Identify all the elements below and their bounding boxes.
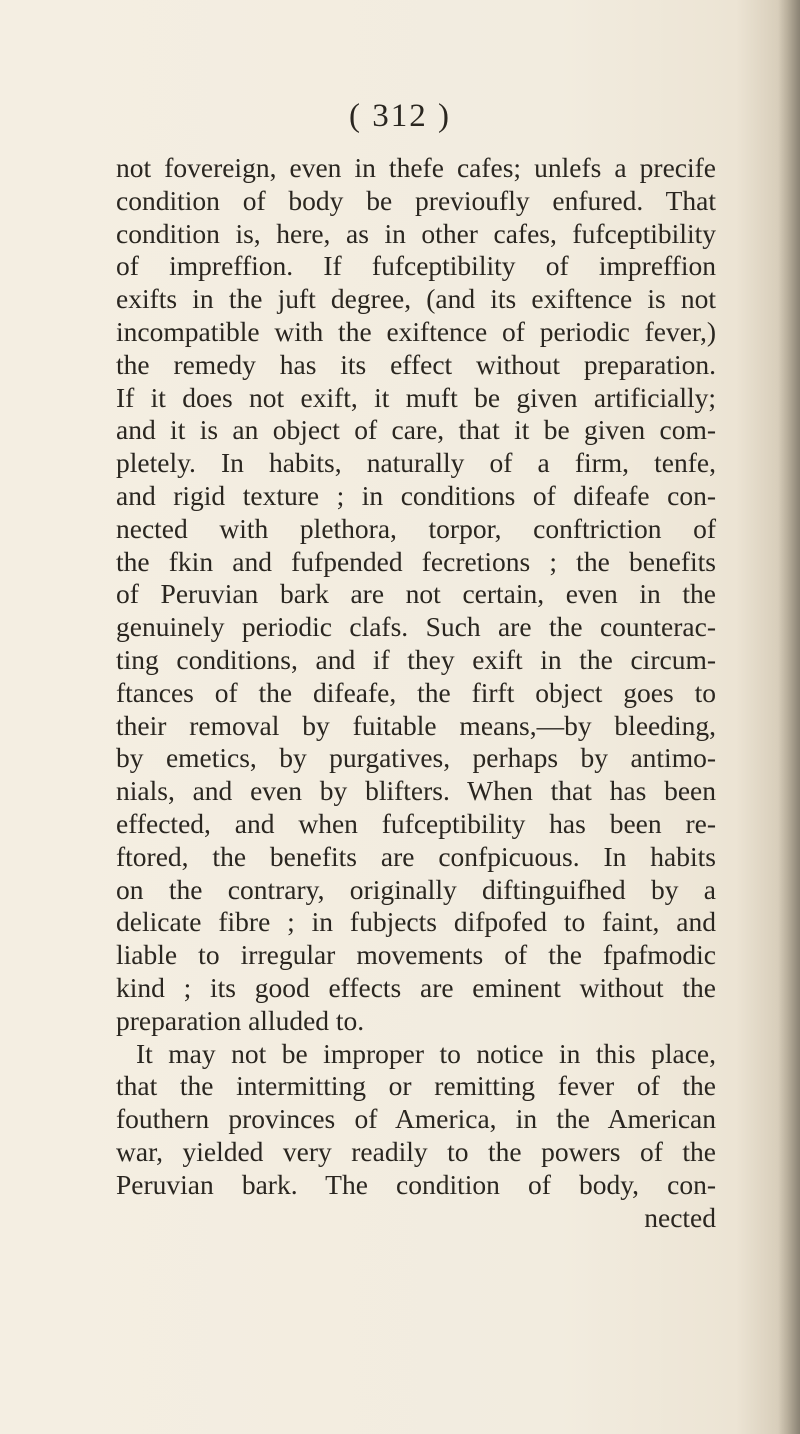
paragraph-start-line: It may not be improper to notice in this place, xyxy=(136,1037,716,1069)
text-line: that the intermitting or remitting fever of the xyxy=(116,1070,716,1102)
text-line: the remedy has its effect without preparation. xyxy=(116,348,716,380)
text-line: ftances of the difeafe, the firft object goes to xyxy=(116,676,716,708)
text-line: effected, and when fufceptibility has been re- xyxy=(116,807,716,839)
text-line: of Peruvian bark are not certain, even in the xyxy=(116,578,716,610)
text-line: pletely. In habits, naturally of a firm, tenfe, xyxy=(116,447,716,479)
text-line: the fkin and fufpended fecretions ; the benefits xyxy=(116,545,716,577)
text-line: Peruvian bark. The condition of body, con- xyxy=(116,1168,716,1200)
text-line: condition is, here, as in other cafes, fufceptibility xyxy=(116,217,716,249)
text-line: their removal by fuitable means,—by bleeding, xyxy=(116,709,716,741)
paragraph-end-line: preparation alluded to. xyxy=(116,1004,365,1036)
page-number: ( 312 ) xyxy=(349,98,451,134)
text-line: ting conditions, and if they exift in the circum- xyxy=(116,643,716,675)
text-line: genuinely periodic clafs. Such are the counterac- xyxy=(116,611,716,643)
text-line: war, yielded very readily to the powers of the xyxy=(116,1135,716,1167)
text-line: exifts in the juft degree, (and its exiftence is not xyxy=(116,283,716,315)
text-line: liable to irregular movements of the fpafmodic xyxy=(116,939,716,971)
text-line: ftored, the benefits are confpicuous. In habits xyxy=(116,840,716,872)
text-line: If it does not exift, it muft be given artificially; xyxy=(116,381,716,413)
text-line: and it is an object of care, that it be given com- xyxy=(116,414,716,446)
text-line: not fovereign, even in thefe cafes; unlefs a precife xyxy=(116,152,716,183)
text-line: delicate fibre ; in fubjects difpofed to faint, and xyxy=(116,906,716,938)
text-line: incompatible with the exiftence of periodic fever,) xyxy=(116,315,716,347)
body-text xyxy=(116,152,716,1234)
text-line: and rigid texture ; in conditions of difeafe con- xyxy=(116,479,716,511)
text-line: fouthern provinces of America, in the American xyxy=(116,1103,716,1135)
text-line: nected with plethora, torpor, conftriction of xyxy=(116,512,716,544)
text-line: of impreffion. If fufceptibility of impreffion xyxy=(116,250,716,282)
text-line: by emetics, by purgatives, perhaps by antimo- xyxy=(116,742,716,774)
catchword: nected xyxy=(644,1201,716,1233)
text-line: condition of body be previoufly enfured. That xyxy=(116,184,716,216)
text-line: kind ; its good effects are eminent without the xyxy=(116,971,716,1003)
page-gutter-shadow xyxy=(778,0,800,1434)
text-line: nials, and even by blifters. When that has been xyxy=(116,775,716,807)
text-line: on the contrary, originally diftinguifhed by a xyxy=(116,873,716,905)
